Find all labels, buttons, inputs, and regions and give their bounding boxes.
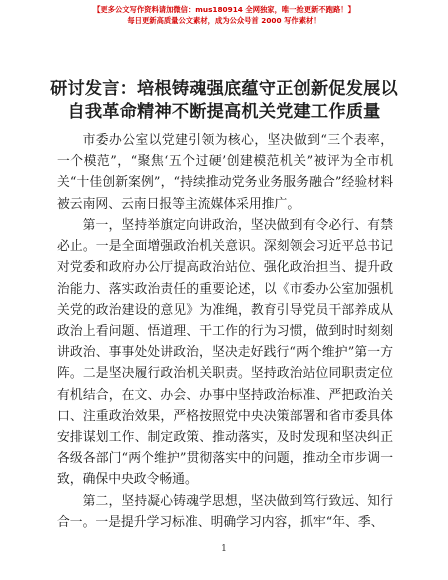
page-number: 1 (221, 544, 227, 554)
promo-line-1: 【更多公文写作资料请加微信：mus180914 全网独家，唯一抢更新不跑路！】 (93, 5, 355, 14)
document-title (30, 78, 418, 124)
document-body (57, 130, 393, 533)
promo-banner (0, 4, 448, 26)
paragraph-2: 第一，坚持举旗定向讲政治，坚决做到有令必行、有禁必止。一是全面增强政治机关意识。深刻领会习近平总书记对党委和政府办公厅提高政治站位、强化政治担当、提升政治能力、落实政治责任的重要论述，以《市委办公室加强机关党的政治建设的意见》为准绳，教育引导党员干部养成从政治上看问题、悟道理、干工作的行为习惯，做到时时刻刻讲政治、事事处处讲政治，坚决走好践行“两个维护”第一方阵。二是坚决履行政治机关职责。坚持政治站位同职责定位有机结合，在文、办会、办事中坚持政治标准、严把政治关口、注重政治效果，严格按照党中央决策部署和省市委具体安排谋划工作、制定政策、推动落实，及时发现和坚决纠正各级各部门“两个维护”贯彻落实中的问题，推动全市步调一致，确保中央政令畅通。 (57, 218, 393, 488)
paragraph-1: 市委办公室以党建引领为核心，坚决做到“三个表率，一个模范”，“聚焦‘五个过硬’创建模范机关”被评为全市机关“十佳创新案例”，“持续推动党务业务服务融合”经验材料被云南网、云南日报等主流媒体采用推广。 (57, 133, 393, 212)
title-line-1: 研讨发言：培根铸魂强底蕴守正创新促发展以 (50, 79, 398, 99)
title-line-2: 自我革命精神不断提高机关党建工作质量 (67, 102, 381, 122)
paragraph-3: 第二，坚持凝心铸魂学思想，坚决做到笃行致远、知行合一。一是提升学习标准、明确学习内容，抓牢“年、季、 (57, 493, 393, 531)
promo-line-2: 每日更新高质量公文素材，成为公众号首 2000 写作素材！ (127, 16, 321, 25)
